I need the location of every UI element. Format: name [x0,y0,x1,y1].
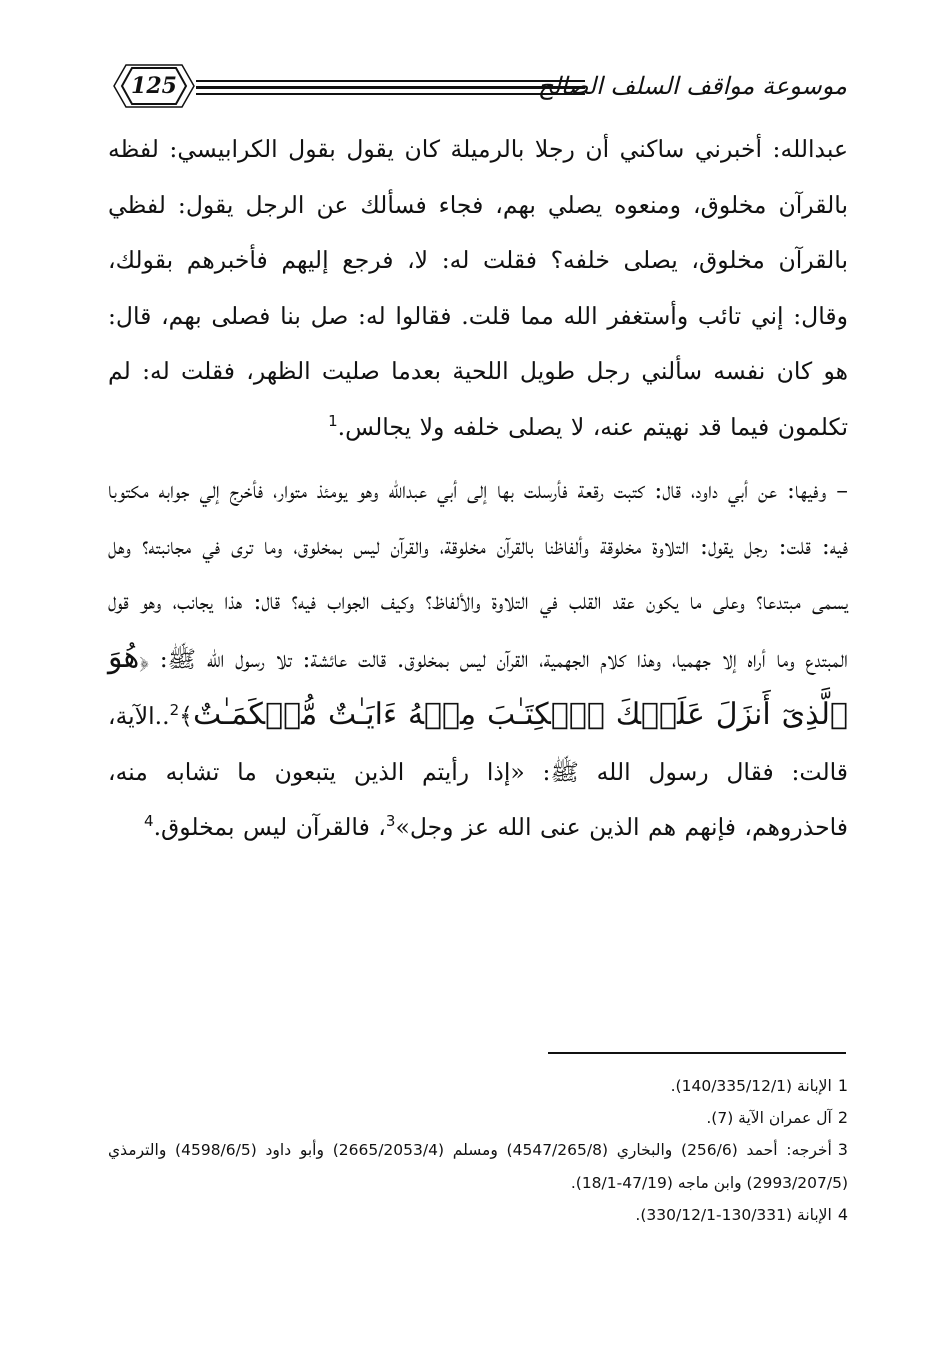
body-text [108,122,848,856]
running-title: موسوعة مواقف السلف الصالح [537,72,847,100]
quran-verse: هُوَ ٱلَّذِىٓ أَنزَلَ عَلَيۡكَ ٱلۡكِتَـٰبَ مِنۡهُ ءَايَـٰتٌ مُّحۡكَمَـٰتٌ [108,639,848,732]
footnotes [108,1070,848,1231]
running-header [112,60,847,124]
footnote-text: آل عمران الآية (7). [706,1109,832,1128]
page-number-badge [112,64,196,108]
footnote-ref: 2 [169,701,180,720]
footnote-ref: 3 [385,812,396,831]
footnote-number: 3 [837,1140,848,1160]
footnote [108,1134,848,1198]
footnote-ref: 4 [144,812,154,831]
footnote [108,1199,848,1231]
quran-bracket: ﴾ [179,702,193,730]
paragraph-text: عبدالله: أخبرني ساكني أن رجلا بالرميلة كان يقول بقول الكرابيسي: لفظه بالقرآن مخلوق، ومنعوه يصلي بهم، فجاء فسألك عن الرجل يقول: لفظي بالقرآن مخلوق، يصلى خلفه؟ فقلت له: لا، فرجع إليهم فأخبرهم بقولك، وقال: إني تائب وأستغفر الله مما قلت. فقالوا له: صل بنا فصلى بهم، قال: هو كان نفسه سألني رجل طويل اللحية بعدما صليت الظهر، فقلت له: لم تكلمون فيما قد نهيتم عنه، لا يصلى خلفه ولا يجالس. [108,135,848,441]
paragraph [108,122,848,455]
footnote [108,1102,848,1134]
footnote-text: الإبانة (130/331-330/12/1). [635,1205,832,1224]
footnote-number: 2 [837,1108,848,1128]
footnote-number: 4 [837,1204,848,1224]
footnote [108,1070,848,1102]
footnote-number: 1 [837,1076,848,1095]
header-rule [196,80,585,82]
footnote-ref: 1 [328,411,338,430]
paragraph-text: ..الآية، قالت: فقال رسول الله ﷺ: «إذا رأيتم الذين يتبعون ما تشابه منه، فاحذروهم، فإنهم هم الذين عنى الله عز وجل» [108,702,848,841]
header-rule [196,93,585,95]
paragraph [108,463,848,856]
footnote-separator [548,1052,846,1054]
footnote-text: الإبانة (140/335/12/1). [670,1077,832,1095]
paragraph-text: ، فالقرآن ليس بمخلوق. [153,813,386,841]
paragraph-text: – وفيها: عن أبي داود، قال: كتبت رقعة فأرسلت بها إلى أبي عبدالله وهو يومئذ متوار، فأخرج إلي جوابه مكتوبا فيه: قلت: رجل يقول: التلاوة مخلوقة وألفاظنا بالقرآن مخلوقة، والقرآن ليس بمخلوق، وما ترى في مجانبته؟ وهل يسمى مبتدعا؟ وعلى ما يكون عقد القلب في التلاوة والألفاظ؟ وكيف الجواب فيه؟ قال: هذا يجانب، وهو قول المبتدع وما أراه إلا جهميا، وهذا كلام الجهمية، القرآن ليس بمخلوق. قالت عائشة: تلا رسول الله ﷺ: ﴿ [108,476,848,673]
header-rule [196,86,585,89]
page-number: 125 [131,73,177,99]
footnote-text: أخرجه: أحمد (256/6) والبخاري (4547/265/8) ومسلم (2665/2053/4) وأبو داود (4598/6/5) والترمذي (2993/207/5) وابن ماجه (47/19-18/1). [108,1141,848,1192]
